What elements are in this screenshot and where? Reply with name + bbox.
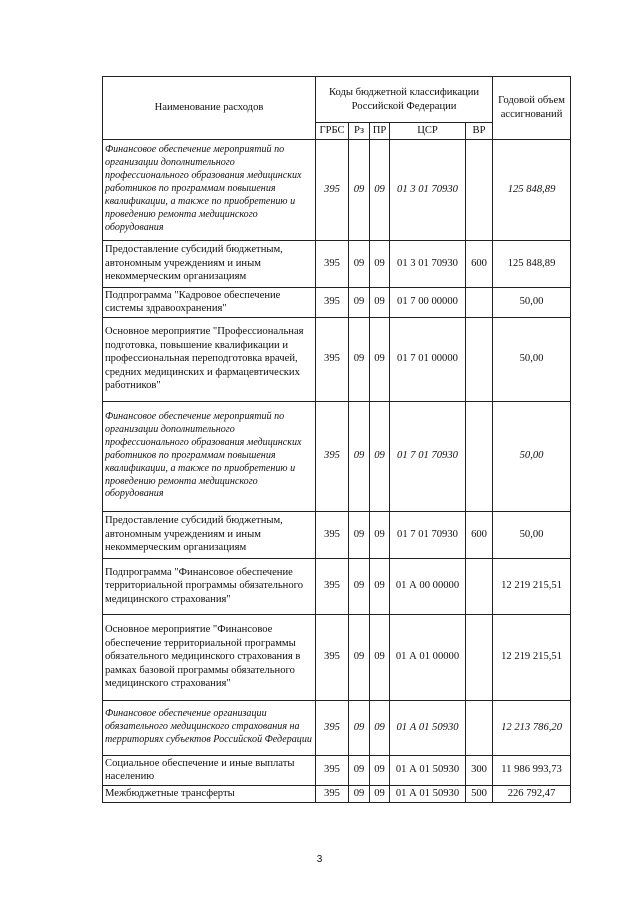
row-rz: 09 [349,785,370,802]
table-row [103,755,571,785]
row-vr [466,558,493,614]
row-name: Предоставление субсидий бюджетным, автономным учреждениям и иным некоммерческим организациям [103,511,316,558]
page-number: 3 [316,854,323,865]
row-grbs: 395 [316,401,349,511]
row-csr: 01 А 00 00000 [390,558,466,614]
row-amount: 226 792,47 [493,785,571,802]
row-grbs: 395 [316,785,349,802]
row-rz: 09 [349,240,370,287]
row-name: Предоставление субсидий бюджетным, автономным учреждениям и иным некоммерческим организациям [103,240,316,287]
row-csr: 01 А 01 50930 [390,785,466,802]
row-rz: 09 [349,755,370,785]
row-name: Финансовое обеспечение мероприятий по организации дополнительного профессионального образования медицинских работников по программам повышения квалификации, а также по приобретению и проведению ремонта медицинского оборудования [103,401,316,511]
row-name: Финансовое обеспечение организации обязательного медицинского страхования на территориях субъектов Российской Федерации [103,700,316,755]
row-pr: 09 [370,240,390,287]
row-name: Основное мероприятие "Профессиональная подготовка, повышение квалификации и профессиональная переподготовка врачей, средних медицинских и фармацевтических работников" [103,317,316,401]
table-row [103,785,571,802]
row-amount: 125 848,89 [493,139,571,240]
row-name: Основное мероприятие "Финансовое обеспечение территориальной программы обязательного медицинского страхования в рамках базовой программы обязательного медицинского страхования" [103,614,316,700]
row-rz: 09 [349,287,370,317]
row-grbs: 395 [316,558,349,614]
row-amount: 50,00 [493,401,571,511]
row-grbs: 395 [316,511,349,558]
row-amount: 12 213 786,20 [493,700,571,755]
row-rz: 09 [349,317,370,401]
row-pr: 09 [370,785,390,802]
row-rz: 09 [349,511,370,558]
header-vr: ВР [466,123,493,140]
header-pr: ПР [370,123,390,140]
row-grbs: 395 [316,287,349,317]
row-csr: 01 А 01 00000 [390,614,466,700]
table-row [103,614,571,700]
row-csr: 01 А 01 50930 [390,700,466,755]
row-amount: 50,00 [493,511,571,558]
table-row [103,511,571,558]
table-row [103,287,571,317]
row-name: Межбюджетные трансферты [103,785,316,802]
row-amount: 50,00 [493,317,571,401]
row-grbs: 395 [316,700,349,755]
row-vr [466,614,493,700]
row-pr: 09 [370,317,390,401]
table-row [103,401,571,511]
table-row [103,139,571,240]
table-row [103,700,571,755]
row-vr: 500 [466,785,493,802]
table-row [103,240,571,287]
row-vr [466,401,493,511]
row-rz: 09 [349,700,370,755]
row-name: Финансовое обеспечение мероприятий по организации дополнительного профессионального образования медицинских работников по программам повышения квалификации, а также по приобретению и проведению ремонта медицинского оборудования [103,139,316,240]
row-pr: 09 [370,700,390,755]
row-csr: 01 7 01 70930 [390,401,466,511]
row-rz: 09 [349,139,370,240]
row-grbs: 395 [316,317,349,401]
row-grbs: 395 [316,139,349,240]
row-csr: 01 7 01 00000 [390,317,466,401]
row-pr: 09 [370,287,390,317]
row-name: Социальное обеспечение и иные выплаты населению [103,755,316,785]
header-codes-group: Коды бюджетной классификации Российской Федерации [316,77,493,123]
header-amount: Годовой объем ассигнований [493,77,571,140]
row-rz: 09 [349,614,370,700]
row-vr: 600 [466,511,493,558]
row-pr: 09 [370,139,390,240]
row-csr: 01 3 01 70930 [390,139,466,240]
row-vr [466,317,493,401]
row-name: Подпрограмма "Кадровое обеспечение системы здравоохранения" [103,287,316,317]
row-csr: 01 А 01 50930 [390,755,466,785]
header-csr: ЦСР [390,123,466,140]
header-name: Наименование расходов [103,77,316,140]
row-rz: 09 [349,558,370,614]
row-amount: 11 986 993,73 [493,755,571,785]
row-amount: 12 219 215,51 [493,558,571,614]
row-vr [466,139,493,240]
row-pr: 09 [370,755,390,785]
row-amount: 50,00 [493,287,571,317]
row-pr: 09 [370,558,390,614]
row-vr: 300 [466,755,493,785]
row-pr: 09 [370,614,390,700]
row-csr: 01 3 01 70930 [390,240,466,287]
budget-table [102,76,571,803]
row-vr [466,287,493,317]
row-name: Подпрограмма "Финансовое обеспечение территориальной программы обязательного медицинского страхования" [103,558,316,614]
row-pr: 09 [370,511,390,558]
table-row [103,317,571,401]
row-rz: 09 [349,401,370,511]
row-grbs: 395 [316,755,349,785]
row-amount: 125 848,89 [493,240,571,287]
row-pr: 09 [370,401,390,511]
row-amount: 12 219 215,51 [493,614,571,700]
row-grbs: 395 [316,240,349,287]
table-row [103,558,571,614]
header-grbs: ГРБС [316,123,349,140]
table-body [103,139,571,802]
row-grbs: 395 [316,614,349,700]
row-vr [466,700,493,755]
row-vr: 600 [466,240,493,287]
row-csr: 01 7 00 00000 [390,287,466,317]
header-rz: Рз [349,123,370,140]
row-csr: 01 7 01 70930 [390,511,466,558]
